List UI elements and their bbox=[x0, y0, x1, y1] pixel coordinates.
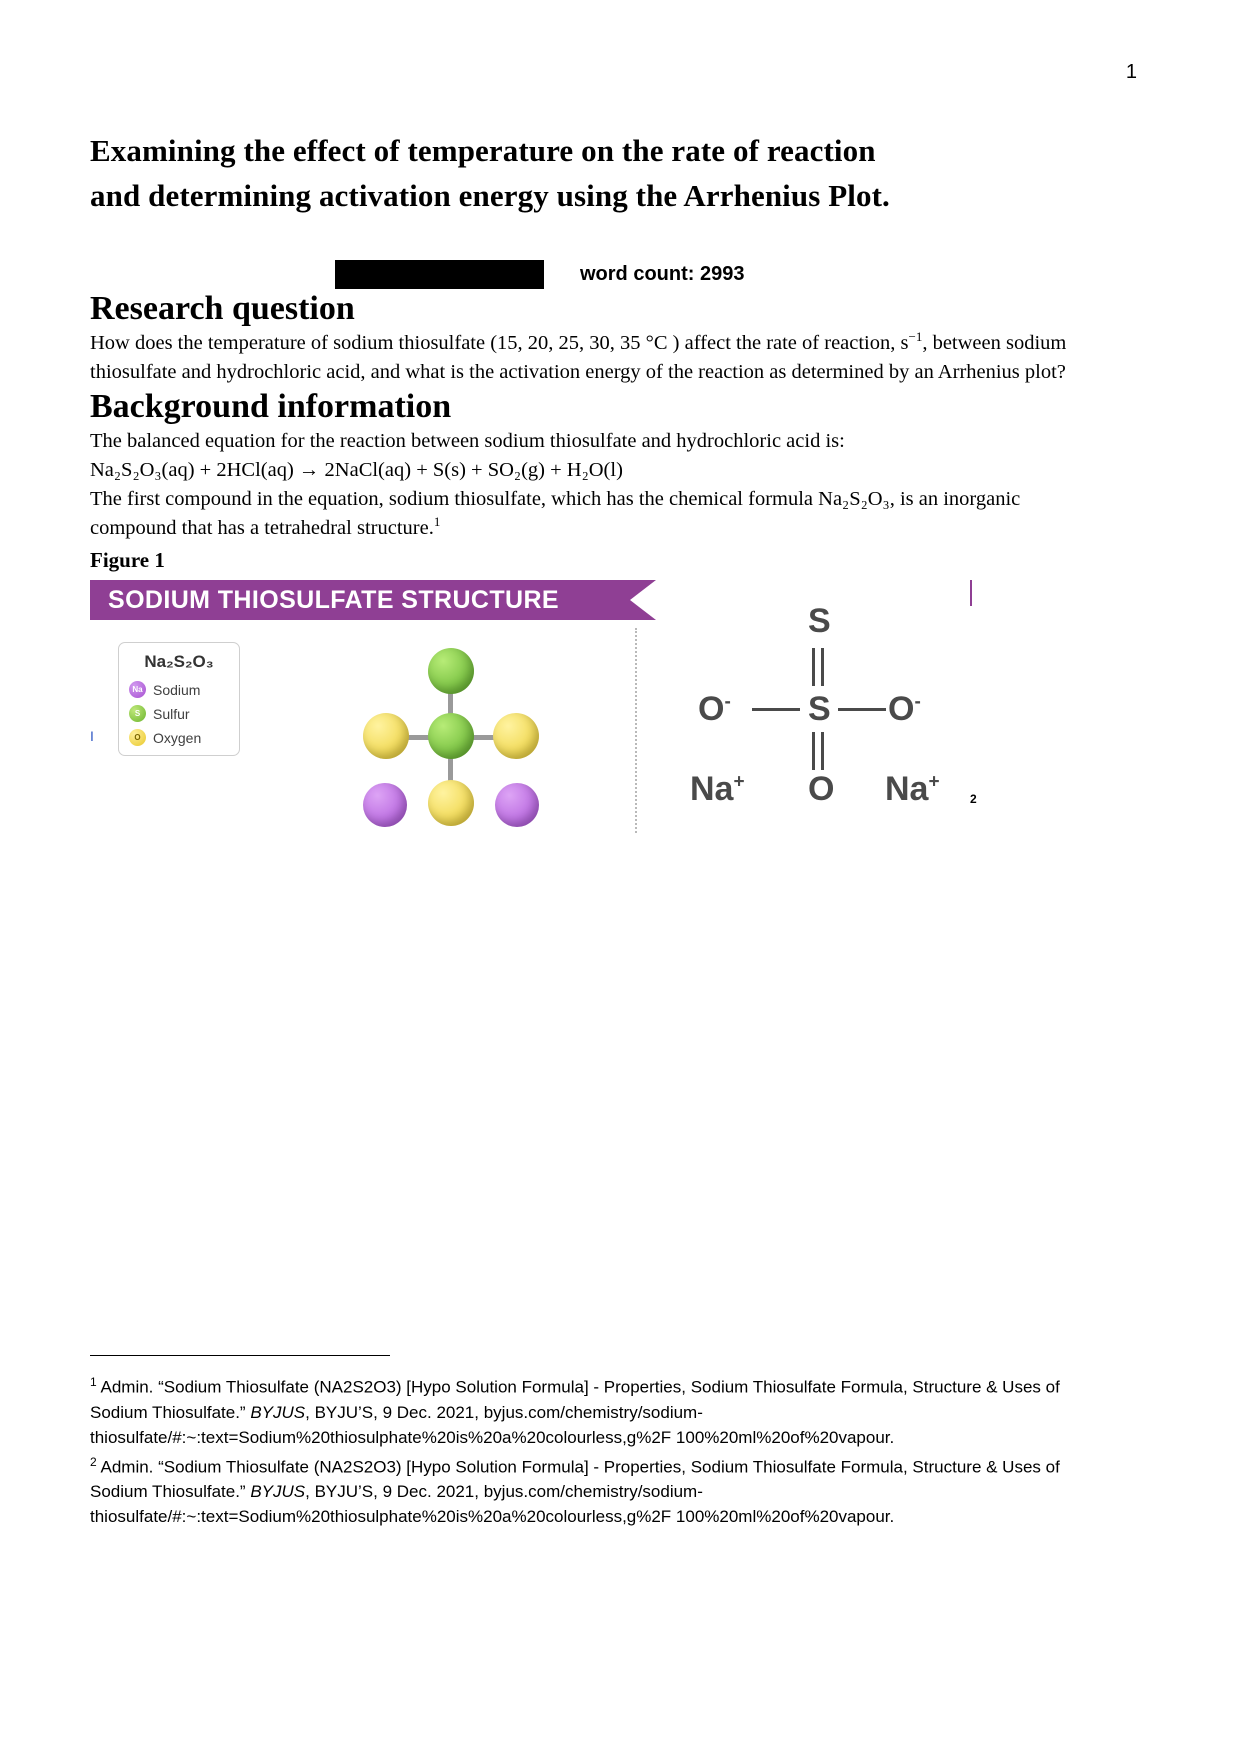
lewis-right-oxygen bbox=[888, 690, 921, 729]
footnotes-section bbox=[90, 1355, 1100, 1529]
footnote-2 bbox=[90, 1450, 1100, 1530]
first-compound-text: The first compound in the equation, sodium thiosulfate, which has the chemical formula Na₂S₂O₃, is an inorganic compound that has a tetrahedral structure. bbox=[90, 488, 1021, 539]
lewis-sodium-right-charge: + bbox=[928, 771, 940, 793]
figure-banner-title: SODIUM THIOSULFATE STRUCTURE bbox=[108, 585, 560, 614]
editor-caret-mark: I bbox=[90, 728, 94, 744]
research-question-paragraph bbox=[90, 329, 1090, 387]
sulfur-atom-center bbox=[428, 713, 474, 759]
figure-label: Figure 1 bbox=[90, 548, 165, 572]
background-intro-paragraph: The balanced equation for the reaction between sodium thiosulfate and hydrochloric acid is: bbox=[90, 430, 845, 452]
lewis-center-sulfur: S bbox=[808, 690, 831, 728]
legend-label-sodium: Sodium bbox=[153, 681, 201, 698]
footnote-2-text-part1: Admin. “Sodium Thiosulfate (NA2S2O3) [Hypo Solution Formula] - Properties, Sodium Thiosulfate Formula, Structure & Uses of Sodium Thiosulfate.” bbox=[90, 1457, 1060, 1502]
section-heading-research-question: Research question bbox=[90, 290, 355, 327]
figure-footnote-ref-2[interactable]: 2 bbox=[970, 792, 977, 806]
oxygen-atom-left bbox=[363, 713, 409, 759]
sodium-atom-icon: Na bbox=[129, 681, 146, 698]
footnote-2-marker: 2 bbox=[90, 1454, 97, 1469]
wordcount-row bbox=[90, 260, 1090, 289]
figure-1-sodium-thiosulfate-structure bbox=[90, 580, 1090, 880]
sulfur-atom-icon: S bbox=[129, 705, 146, 722]
lewis-sodium-right-symbol: Na bbox=[885, 770, 929, 808]
lewis-sodium-left-charge: + bbox=[733, 771, 745, 793]
balanced-chemical-equation: Na₂S₂O₃(aq) + 2HCl(aq) → 2NaCl(aq) + S(s) + SO₂(g) + H₂O(l) bbox=[90, 459, 623, 481]
lewis-double-bond-top-b bbox=[821, 648, 824, 686]
lewis-bond-right bbox=[838, 708, 886, 711]
document-content bbox=[90, 128, 1090, 880]
page-number: 1 bbox=[1125, 61, 1137, 83]
page-title bbox=[90, 128, 1090, 218]
legend-label-oxygen: Oxygen bbox=[153, 729, 202, 746]
lewis-double-bond-top-a bbox=[812, 648, 815, 686]
oxygen-atom-right bbox=[493, 713, 539, 759]
lewis-left-oxygen-charge: - bbox=[724, 691, 731, 713]
footnote-1-text-part1: Admin. “Sodium Thiosulfate (NA2S2O3) [Hypo Solution Formula] - Properties, Sodium Thiosulfate Formula, Structure & Uses of Sodium Thiosulfate.” bbox=[90, 1377, 1060, 1422]
lewis-top-sulfur: S bbox=[808, 602, 831, 640]
sodium-atom-left bbox=[363, 783, 407, 827]
research-question-text-part1: How does the temperature of sodium thiosulfate (15, 20, 25, 30, 35 °C ) affect the rate of reaction, s bbox=[90, 332, 909, 354]
figure-dotted-divider bbox=[635, 628, 637, 833]
lewis-sodium-left bbox=[690, 770, 745, 809]
lewis-bottom-oxygen: O bbox=[808, 770, 835, 808]
legend-item-sulfur bbox=[129, 705, 229, 722]
word-count-label: word count: 2993 bbox=[580, 263, 745, 285]
footnote-separator-rule bbox=[90, 1355, 390, 1356]
legend-label-sulfur: Sulfur bbox=[153, 705, 190, 722]
sulfur-atom-top bbox=[428, 648, 474, 694]
lewis-bond-left bbox=[752, 708, 800, 711]
rate-unit-exponent: −1 bbox=[908, 329, 923, 345]
legend-item-sodium bbox=[129, 681, 229, 698]
figure-banner bbox=[90, 580, 630, 620]
footnote-2-text-part2: , BYJU’S, 9 Dec. 2021, byjus.com/chemistry/sodium-thiosulfate/#:~:text=Sodium%20thiosulphate%20is%20a%20colourless,g%2F 100%20ml%20of%20vapour. bbox=[90, 1482, 895, 1527]
lewis-double-bond-bottom-a bbox=[812, 732, 815, 770]
section-heading-background-information: Background information bbox=[90, 388, 452, 425]
lewis-double-bond-bottom-b bbox=[821, 732, 824, 770]
lewis-right-oxygen-charge: - bbox=[914, 691, 921, 713]
ball-and-stick-model bbox=[345, 635, 575, 850]
title-line-1: Examining the effect of temperature on the rate of reaction bbox=[90, 133, 876, 168]
oxygen-atom-bottom bbox=[428, 780, 474, 826]
redacted-name-bar bbox=[335, 260, 544, 289]
legend-item-oxygen bbox=[129, 729, 229, 746]
lewis-left-oxygen bbox=[698, 690, 731, 729]
lewis-sodium-left-symbol: Na bbox=[690, 770, 734, 808]
lewis-structure bbox=[680, 602, 980, 852]
first-compound-paragraph bbox=[90, 485, 1090, 543]
title-line-2: and determining activation energy using the Arrhenius Plot. bbox=[90, 178, 890, 213]
lewis-right-oxygen-symbol: O bbox=[888, 690, 915, 728]
legend-formula: Na₂S₂O₃ bbox=[144, 652, 214, 671]
footnote-2-source: BYJUS bbox=[250, 1482, 306, 1502]
sodium-atom-right bbox=[495, 783, 539, 827]
footnote-1-source: BYJUS bbox=[250, 1402, 306, 1422]
footnote-1 bbox=[90, 1370, 1100, 1450]
lewis-left-oxygen-symbol: O bbox=[698, 690, 725, 728]
figure-legend bbox=[118, 642, 240, 756]
research-question-text-part2: , between sodium thiosulfate and hydrochloric acid, and what is the activation energy of the reaction as determined by an Arrhenius plot? bbox=[90, 332, 1067, 383]
lewis-sodium-right bbox=[885, 770, 940, 809]
oxygen-atom-icon: O bbox=[129, 729, 146, 746]
footnote-1-marker: 1 bbox=[90, 1375, 97, 1389]
footnote-1-text-part2: , BYJU’S, 9 Dec. 2021, byjus.com/chemistry/sodium-thiosulfate/#:~:text=Sodium%20thiosulphate%20is%20a%20colourless,g%2F 100%20ml%20of%20vapour. bbox=[90, 1402, 895, 1447]
footnote-ref-1[interactable]: 1 bbox=[433, 514, 441, 530]
